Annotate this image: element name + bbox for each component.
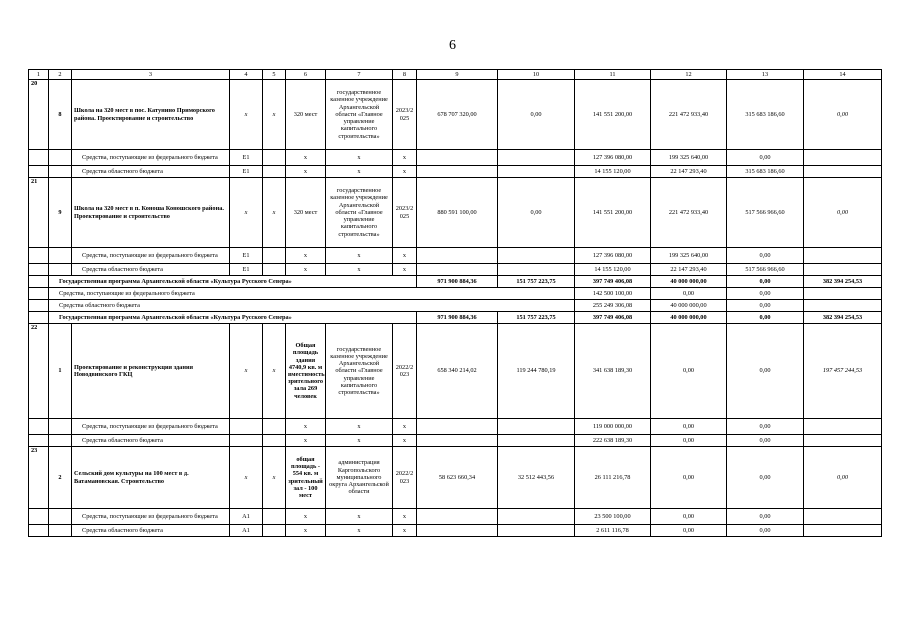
amount-col9: 678 707 320,00 [417, 80, 498, 150]
amount-col13: 0,00 [727, 509, 804, 525]
cell-col6: х [286, 248, 326, 264]
amount-col13: 517 566 966,60 [727, 178, 804, 248]
amount-col13: 0,00 [727, 300, 804, 312]
amount-col13: 0,00 [727, 248, 804, 264]
row-number: 21 [29, 178, 49, 248]
header-cell: 14 [804, 70, 882, 80]
capacity: общая площадь - 554 кв. м зрительный зал - 100 мест [286, 447, 326, 509]
cell-col6: х [286, 435, 326, 447]
customer: администрация Каргопольского муниципального округа Архангельской области [326, 447, 393, 509]
item-index: 2 [49, 447, 72, 509]
cell-col8: х [393, 509, 417, 525]
item-name: Сельский дом культуры на 100 мест в д. Ватамановская. Строительство [72, 447, 230, 509]
cell-col8: х [393, 525, 417, 537]
header-cell: 13 [727, 70, 804, 80]
item-index: 9 [49, 178, 72, 248]
amount-col13: 0,00 [727, 276, 804, 288]
table-row [29, 178, 882, 248]
cell-col8: х [393, 435, 417, 447]
item-name: Школа на 320 мест в п. Коноша Коношского района. Проектирование и строительство [72, 178, 230, 248]
program-summary-row [29, 312, 882, 324]
amount-col9: 658 340 214,02 [417, 324, 498, 419]
amount-col11: 26 111 216,78 [575, 447, 651, 509]
amount-col14: 0,00 [804, 447, 882, 509]
amount-col12: 0,00 [651, 324, 727, 419]
amount-col11: 127 396 080,00 [575, 248, 651, 264]
code: Е1 [230, 150, 263, 166]
funding-source-label: Средства, поступающие из федерального бюджета [49, 288, 575, 300]
header-cell: 3 [72, 70, 230, 80]
amount-col12: 0,00 [651, 509, 727, 525]
budget-table [28, 69, 882, 537]
cell-col5: х [263, 178, 286, 248]
header-cell: 4 [230, 70, 263, 80]
header-cell: 2 [49, 70, 72, 80]
amount-col13: 315 683 186,60 [727, 166, 804, 178]
table-row [29, 80, 882, 150]
amount-col11: 255 249 306,08 [575, 300, 651, 312]
amount-col10: 151 757 223,75 [498, 276, 575, 288]
amount-col12: 199 325 640,00 [651, 248, 727, 264]
funding-source-label: Средства областного бюджета [72, 264, 230, 276]
amount-col12: 0,00 [651, 447, 727, 509]
cell-col7: х [326, 435, 393, 447]
header-cell: 1 [29, 70, 49, 80]
cell-col8: х [393, 150, 417, 166]
amount-col13: 517 566 966,60 [727, 264, 804, 276]
funding-source-label: Средства, поступающие из федерального бюджета [72, 419, 230, 435]
amount-col12: 0,00 [651, 288, 727, 300]
row-number: 23 [29, 447, 49, 509]
period: 2022/2023 [393, 447, 417, 509]
amount-col14: 197 457 244,53 [804, 324, 882, 419]
amount-col11: 119 000 000,00 [575, 419, 651, 435]
cell-col6: х [286, 509, 326, 525]
capacity: 320 мест [286, 80, 326, 150]
row-number: 20 [29, 80, 49, 150]
amount-col11: 222 638 189,30 [575, 435, 651, 447]
cell-col8: х [393, 419, 417, 435]
table-row [29, 525, 882, 537]
funding-source-label: Средства областного бюджета [72, 435, 230, 447]
code: А1 [230, 525, 263, 537]
amount-col12: 22 147 293,40 [651, 166, 727, 178]
table-row [29, 509, 882, 525]
cell-col7: х [326, 509, 393, 525]
cell-col5: х [263, 447, 286, 509]
page-number: 6 [449, 38, 456, 53]
cell-col7: х [326, 525, 393, 537]
amount-col13: 0,00 [727, 447, 804, 509]
amount-col14: 382 394 254,53 [804, 312, 882, 324]
capacity: 320 мест [286, 178, 326, 248]
amount-col14: 0,00 [804, 80, 882, 150]
funding-source-label: Средства, поступающие из федерального бюджета [72, 509, 230, 525]
code: Е1 [230, 248, 263, 264]
code [230, 435, 263, 447]
amount-col11: 2 611 116,78 [575, 525, 651, 537]
code [230, 419, 263, 435]
amount-col13: 315 683 186,60 [727, 80, 804, 150]
code: А1 [230, 509, 263, 525]
amount-col11: 142 500 100,00 [575, 288, 651, 300]
amount-col10: 32 512 443,56 [498, 447, 575, 509]
amount-col9: 971 900 884,36 [417, 276, 498, 288]
cell-col7: х [326, 264, 393, 276]
funding-source-label: Средства областного бюджета [72, 166, 230, 178]
program-summary-row [29, 276, 882, 288]
header-cell: 6 [286, 70, 326, 80]
table-row [29, 248, 882, 264]
item-index: 1 [49, 324, 72, 419]
funding-source-label: Средства областного бюджета [49, 300, 575, 312]
amount-col10: 119 244 780,19 [498, 324, 575, 419]
cell-col7: х [326, 419, 393, 435]
cell-col4: х [230, 324, 263, 419]
amount-col11: 23 500 100,00 [575, 509, 651, 525]
cell-col4: х [230, 178, 263, 248]
amount-col11: 397 749 406,08 [575, 312, 651, 324]
cell-col4: х [230, 447, 263, 509]
amount-col9: 880 591 100,00 [417, 178, 498, 248]
table-row [29, 300, 882, 312]
amount-col9: 971 900 884,36 [417, 312, 498, 324]
header-cell: 11 [575, 70, 651, 80]
period: 2022/2023 [393, 324, 417, 419]
customer: государственное казенное учреждение Архангельской области «Главное управление капитального строительства» [326, 178, 393, 248]
amount-col13: 0,00 [727, 150, 804, 166]
amount-col13: 0,00 [727, 525, 804, 537]
row-number: 22 [29, 324, 49, 419]
cell-col5: х [263, 80, 286, 150]
amount-col12: 0,00 [651, 435, 727, 447]
amount-col13: 0,00 [727, 435, 804, 447]
funding-source-label: Средства, поступающие из федерального бюджета [72, 150, 230, 166]
item-name: Школа на 320 мест в пос. Катунино Приморского района. Проектирование и строительство [72, 80, 230, 150]
customer: государственное казенное учреждение Архангельской области «Главное управление капитального строительства» [326, 324, 393, 419]
item-name: Проектирование и реконструкция здания Новодвинского ГКЦ [72, 324, 230, 419]
code: Е1 [230, 264, 263, 276]
table-row [29, 419, 882, 435]
amount-col10: 0,00 [498, 80, 575, 150]
amount-col12: 221 472 933,40 [651, 80, 727, 150]
amount-col12: 22 147 293,40 [651, 264, 727, 276]
cell-col4: х [230, 80, 263, 150]
table-row [29, 288, 882, 300]
header-cell: 7 [326, 70, 393, 80]
cell-col8: х [393, 264, 417, 276]
amount-col11: 397 749 406,08 [575, 276, 651, 288]
table-row [29, 324, 882, 419]
funding-source-label: Средства, поступающие из федерального бюджета [72, 248, 230, 264]
table-row [29, 435, 882, 447]
table-row [29, 150, 882, 166]
customer: государственное казенное учреждение Архангельской области «Главное управление капитального строительства» [326, 80, 393, 150]
table-row [29, 264, 882, 276]
amount-col13: 0,00 [727, 312, 804, 324]
amount-col10: 151 757 223,75 [498, 312, 575, 324]
amount-col12: 40 000 000,00 [651, 300, 727, 312]
amount-col11: 141 551 200,00 [575, 80, 651, 150]
capacity: Общая площадь здания 4740,9 кв. м вместимость зрительного зала 269 человек [286, 324, 326, 419]
header-cell: 10 [498, 70, 575, 80]
amount-col11: 341 638 189,30 [575, 324, 651, 419]
program-label: Государственная программа Архангельской области «Культура Русского Севера» [49, 312, 417, 324]
cell-col7: х [326, 166, 393, 178]
item-index: 8 [49, 80, 72, 150]
table-row [29, 166, 882, 178]
amount-col13: 0,00 [727, 419, 804, 435]
period: 2023/2025 [393, 178, 417, 248]
amount-col14: 382 394 254,53 [804, 276, 882, 288]
header-cell: 8 [393, 70, 417, 80]
cell-col8: х [393, 248, 417, 264]
amount-col13: 0,00 [727, 288, 804, 300]
table-row [29, 447, 882, 509]
amount-col12: 221 472 933,40 [651, 178, 727, 248]
amount-col14: 0,00 [804, 178, 882, 248]
amount-col12: 0,00 [651, 525, 727, 537]
program-label: Государственная программа Архангельской области «Культура Русского Севера» [49, 276, 417, 288]
cell-col6: х [286, 166, 326, 178]
table-header-row [29, 70, 882, 80]
funding-source-label: Средства областного бюджета [72, 525, 230, 537]
amount-col11: 14 155 120,00 [575, 264, 651, 276]
amount-col12: 40 000 000,00 [651, 276, 727, 288]
amount-col10: 0,00 [498, 178, 575, 248]
cell-col8: х [393, 166, 417, 178]
cell-col6: х [286, 419, 326, 435]
header-cell: 5 [263, 70, 286, 80]
amount-col13: 0,00 [727, 324, 804, 419]
amount-col11: 141 551 200,00 [575, 178, 651, 248]
code: Е1 [230, 166, 263, 178]
amount-col11: 127 396 080,00 [575, 150, 651, 166]
cell-col5: х [263, 324, 286, 419]
cell-col6: х [286, 150, 326, 166]
header-cell: 12 [651, 70, 727, 80]
period: 2023/2025 [393, 80, 417, 150]
cell-col6: х [286, 525, 326, 537]
amount-col12: 40 000 000,00 [651, 312, 727, 324]
cell-col7: х [326, 150, 393, 166]
amount-col9: 58 623 660,34 [417, 447, 498, 509]
cell-col7: х [326, 248, 393, 264]
header-cell: 9 [417, 70, 498, 80]
amount-col12: 199 325 640,00 [651, 150, 727, 166]
amount-col11: 14 155 120,00 [575, 166, 651, 178]
amount-col12: 0,00 [651, 419, 727, 435]
cell-col6: х [286, 264, 326, 276]
